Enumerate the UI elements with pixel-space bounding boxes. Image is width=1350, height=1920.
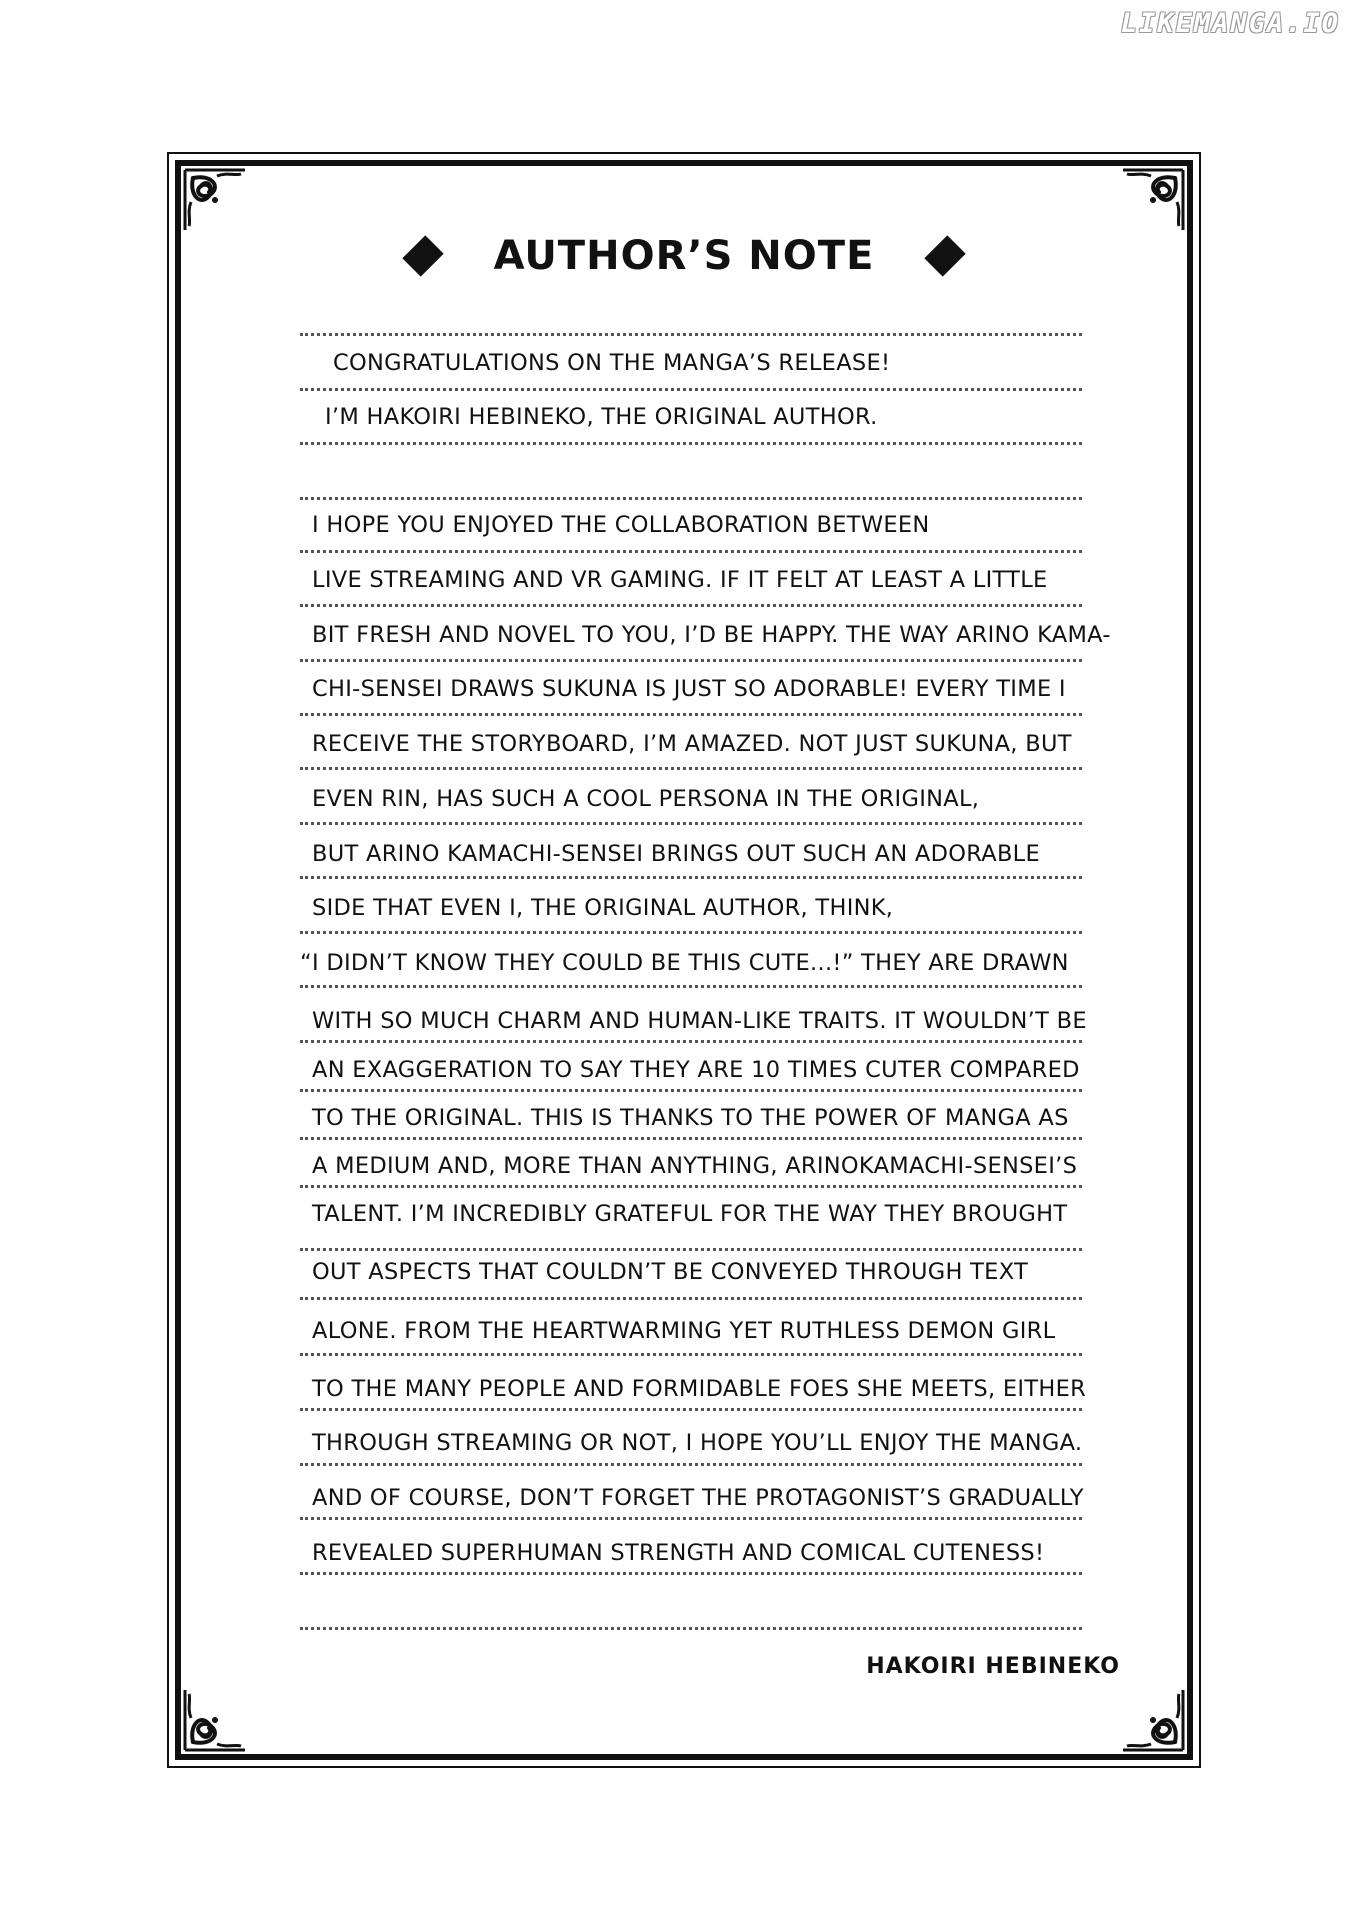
ruled-line: [300, 1408, 1082, 1411]
ruled-line: [300, 1517, 1082, 1520]
ruled-line: [300, 1297, 1082, 1300]
ruled-line: [300, 822, 1082, 825]
ruled-line: [300, 604, 1082, 607]
body-line: TALENT. I’M INCREDIBLY GRATEFUL FOR THE WAY THEY BROUGHT: [312, 1201, 1068, 1227]
body-line: THROUGH STREAMING OR NOT, I HOPE YOU’LL ENJOY THE MANGA.: [312, 1430, 1083, 1456]
body-line: AN EXAGGERATION TO SAY THEY ARE 10 TIMES CUTER COMPARED: [312, 1057, 1080, 1083]
author-signature: HAKOIRI HEBINEKO: [866, 1654, 1120, 1679]
body-line: OUT ASPECTS THAT COULDN’T BE CONVEYED THROUGH TEXT: [312, 1259, 1029, 1285]
body-line: CHI-SENSEI DRAWS SUKUNA IS JUST SO ADORABLE! EVERY TIME I: [312, 676, 1066, 702]
body-line: REVEALED SUPERHUMAN STRENGTH AND COMICAL CUTENESS!: [312, 1540, 1045, 1566]
corner-ornament-bottom-left: [181, 1686, 249, 1754]
ruled-line: [300, 1248, 1082, 1251]
diamond-right-icon: [925, 235, 966, 276]
ruled-line: [300, 388, 1082, 391]
ruled-line: [300, 1137, 1082, 1140]
ruled-line: [300, 550, 1082, 553]
body-line: EVEN RIN, HAS SUCH A COOL PERSONA IN THE ORIGINAL,: [312, 786, 980, 812]
body-line: TO THE MANY PEOPLE AND FORMIDABLE FOES SHE MEETS, EITHER: [312, 1376, 1087, 1402]
ruled-line: [300, 1089, 1082, 1092]
ruled-line: [300, 1463, 1082, 1466]
body-line: A MEDIUM AND, MORE THAN ANYTHING, ARINOKAMACHI-SENSEI’S: [312, 1153, 1078, 1179]
ruled-line: [300, 497, 1082, 500]
body-line: BIT FRESH AND NOVEL TO YOU, I’D BE HAPPY. THE WAY ARINO KAMA-: [312, 622, 1111, 648]
greeting-line-2: I’M HAKOIRI HEBINEKO, THE ORIGINAL AUTHOR.: [325, 404, 878, 430]
ruled-line: [300, 876, 1082, 879]
ruled-line: [300, 333, 1082, 336]
title-row: [175, 222, 1193, 290]
page-title: AUTHOR’S NOTE: [493, 233, 875, 279]
body-line: RECEIVE THE STORYBOARD, I’M AMAZED. NOT JUST SUKUNA, BUT: [312, 731, 1072, 757]
ruled-line: [300, 1353, 1082, 1356]
body-line: SIDE THAT EVEN I, THE ORIGINAL AUTHOR, THINK,: [312, 895, 894, 921]
body-line: I HOPE YOU ENJOYED THE COLLABORATION BETWEEN: [312, 512, 930, 538]
ruled-line: [300, 713, 1082, 716]
body-line: BUT ARINO KAMACHI-SENSEI BRINGS OUT SUCH AN ADORABLE: [312, 841, 1041, 867]
diamond-left-icon: [402, 235, 443, 276]
body-line: ALONE. FROM THE HEARTWARMING YET RUTHLESS DEMON GIRL: [312, 1318, 1056, 1344]
body-line: “I DIDN’T KNOW THEY COULD BE THIS CUTE...!” THEY ARE DRAWN: [300, 950, 1069, 976]
ruled-line: [300, 659, 1082, 662]
body-line: WITH SO MUCH CHARM AND HUMAN-LIKE TRAITS. IT WOULDN’T BE: [312, 1008, 1087, 1034]
ruled-line: [300, 931, 1082, 934]
body-line: AND OF COURSE, DON’T FORGET THE PROTAGONIST’S GRADUALLY: [312, 1485, 1084, 1511]
ruled-line: [300, 985, 1082, 988]
body-line: LIVE STREAMING AND VR GAMING. IF IT FELT AT LEAST A LITTLE: [312, 567, 1048, 593]
corner-ornament-bottom-right: [1119, 1686, 1187, 1754]
ruled-line: [300, 442, 1082, 445]
greeting-line-1: CONGRATULATIONS ON THE MANGA’S RELEASE!: [333, 350, 891, 376]
body-line: TO THE ORIGINAL. THIS IS THANKS TO THE POWER OF MANGA AS: [312, 1105, 1069, 1131]
ruled-line: [300, 1040, 1082, 1043]
ruled-line: [300, 1185, 1082, 1188]
ruled-line: [300, 1572, 1082, 1575]
watermark: LIKEMANGA.IO: [1120, 8, 1340, 39]
ruled-line: [300, 1627, 1082, 1630]
ruled-line: [300, 767, 1082, 770]
